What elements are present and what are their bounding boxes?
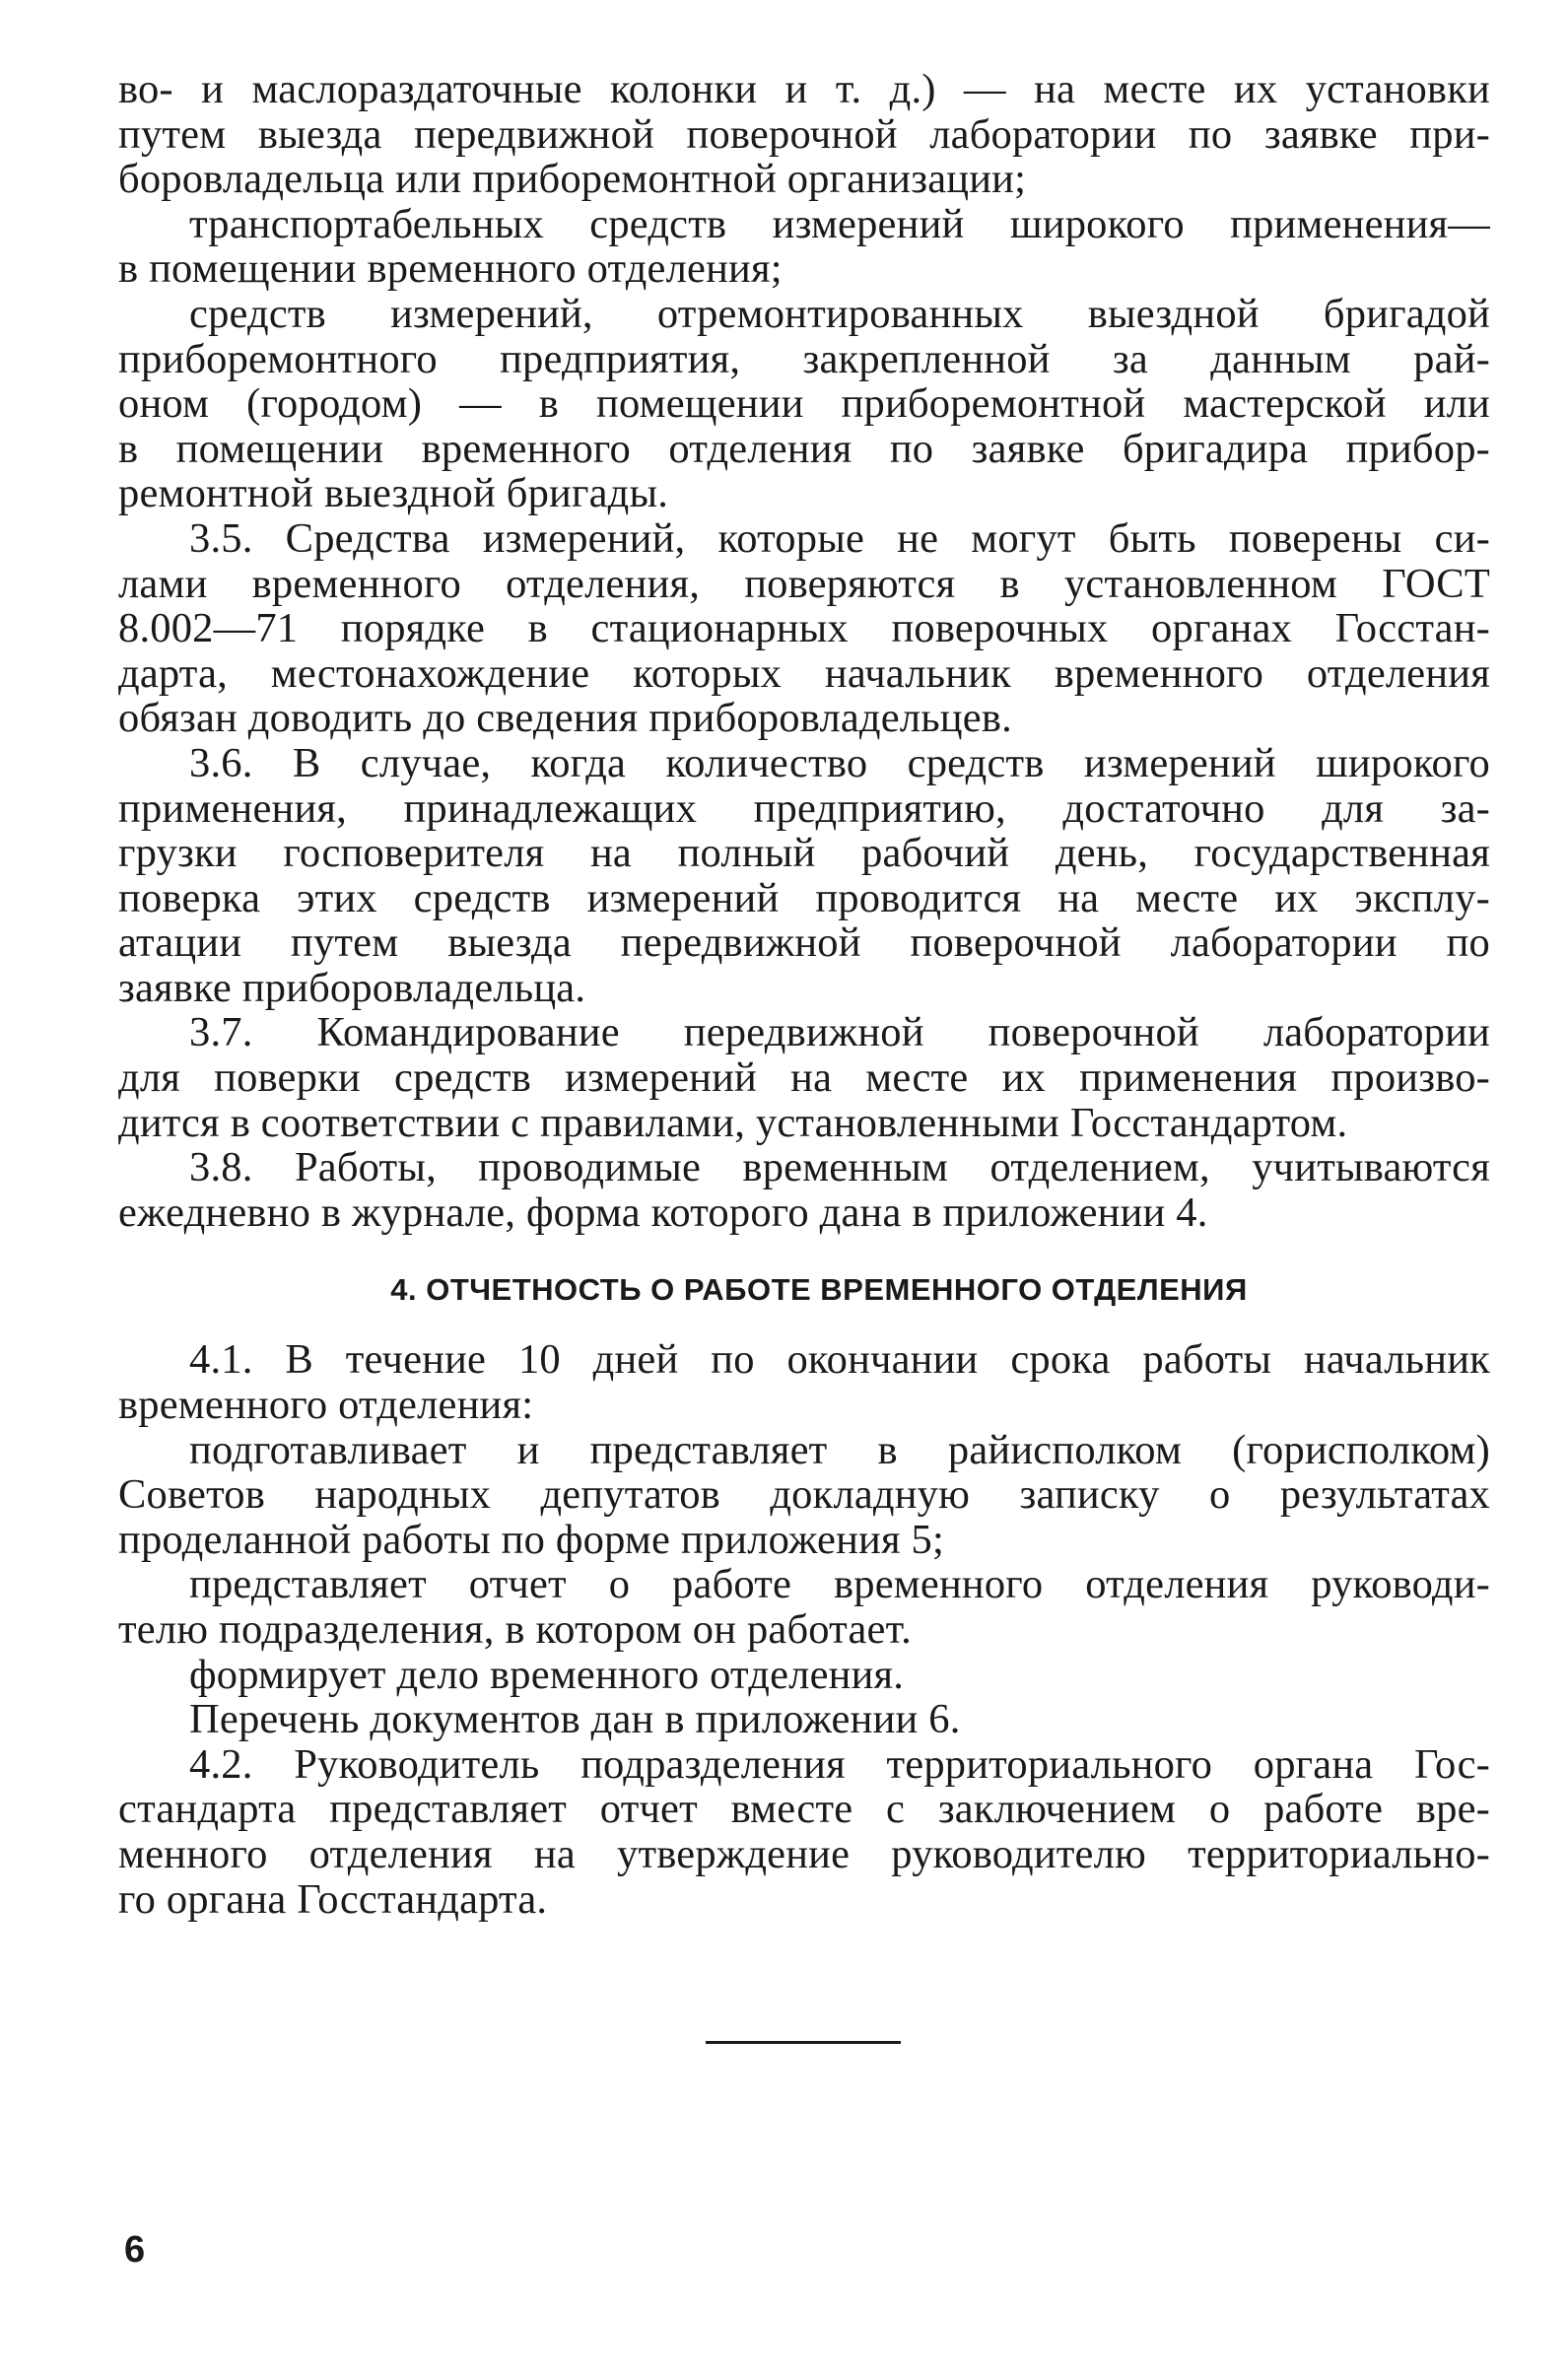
text-line: го органа Госстандарта. bbox=[118, 1875, 548, 1923]
text-line: Советов народных депутатов докладную записку о результатах bbox=[118, 1471, 1490, 1519]
paragraph bbox=[118, 1562, 1490, 1652]
document-page bbox=[118, 67, 1490, 1922]
paragraph bbox=[118, 741, 1490, 1011]
paragraph bbox=[118, 67, 1490, 202]
text-line: лами временного отделения, поверяются в установленном ГОСТ bbox=[118, 560, 1490, 607]
text-line: проделанной работы по форме приложения 5; bbox=[118, 1516, 944, 1563]
text-line: в помещении временного отделения; bbox=[118, 245, 783, 293]
paragraph bbox=[118, 1697, 1490, 1742]
text-line: ремонтной выездной бригады. bbox=[118, 470, 669, 517]
text-line: во- и маслораздаточные колонки и т. д.) — на месте их установки bbox=[118, 66, 1490, 112]
section-3-continuation bbox=[118, 67, 1490, 1235]
text-line: временного отделения: bbox=[118, 1382, 534, 1429]
text-line: дится в соответствии с правилами, установленными Госстандартом. bbox=[118, 1099, 1348, 1146]
paragraph bbox=[118, 1010, 1490, 1145]
text-line: 3.6. В случае, когда количество средств измерений широкого bbox=[189, 739, 1490, 786]
text-line: заявке приборовладельца. bbox=[118, 964, 586, 1011]
text-line: применения, принадлежащих предприятию, достаточно для за- bbox=[118, 784, 1490, 832]
text-line: формирует дело временного отделения. bbox=[189, 1651, 905, 1698]
text-line: грузки госповерителя на полный рабочий день, государственная bbox=[118, 830, 1490, 877]
text-line: подготавливает и представляет в райисполком (горисполком) bbox=[189, 1426, 1490, 1473]
text-line: 4.1. В течение 10 дней по окончании срока работы начальник bbox=[189, 1336, 1490, 1384]
paragraph bbox=[118, 1337, 1490, 1427]
text-line: в помещении временного отделения по заявке бригадира прибор- bbox=[118, 425, 1490, 472]
text-line: поверка этих средств измерений проводится на месте их эксплу- bbox=[118, 874, 1490, 921]
text-line: для поверки средств измерений на месте их применения произво- bbox=[118, 1054, 1490, 1102]
text-line: 3.7. Командирование передвижной поверочной лаборатории bbox=[189, 1009, 1490, 1056]
text-line: стандарта представляет отчет вместе с заключением о работе вре- bbox=[118, 1786, 1490, 1833]
text-line: транспортабельных средств измерений широкого применения— bbox=[189, 200, 1490, 247]
text-line: атации путем выезда передвижной поверочной лаборатории по bbox=[118, 919, 1490, 967]
text-line: приборемонтного предприятия, закрепленной за данным рай- bbox=[118, 335, 1490, 382]
text-line: дарта, местонахождение которых начальник временного отделения bbox=[118, 649, 1490, 697]
page-number: 6 bbox=[124, 2229, 146, 2271]
paragraph bbox=[118, 1428, 1490, 1563]
text-line: 8.002—71 порядке в стационарных поверочных органах Госстан- bbox=[118, 605, 1490, 652]
text-line: телю подразделения, в котором он работает. bbox=[118, 1606, 913, 1653]
section-heading: 4. ОТЧЕТНОСТЬ О РАБОТЕ ВРЕМЕННОГО ОТДЕЛЕНИЯ bbox=[390, 1272, 1248, 1308]
text-line: путем выезда передвижной поверочной лаборатории по заявке при- bbox=[118, 110, 1490, 158]
paragraph bbox=[118, 1145, 1490, 1235]
text-line: средств измерений, отремонтированных выездной бригадой bbox=[189, 290, 1490, 337]
text-line: менного отделения на утверждение руководителю территориально- bbox=[118, 1830, 1490, 1877]
section-4-body bbox=[118, 1337, 1490, 1922]
paragraph bbox=[118, 1653, 1490, 1698]
text-line: оном (городом) — в помещении приборемонтной мастерской или bbox=[118, 380, 1490, 428]
end-separator-rule bbox=[706, 2041, 901, 2044]
text-line: 3.5. Средства измерений, которые не могут быть поверены си- bbox=[189, 514, 1490, 562]
text-line: обязан доводить до сведения приборовладельцев. bbox=[118, 695, 1012, 742]
text-line: представляет отчет о работе временного отделения руководи- bbox=[189, 1561, 1490, 1608]
text-line: 3.8. Работы, проводимые временным отделением, учитываются bbox=[189, 1144, 1490, 1191]
text-line: боровладельца или приборемонтной организации; bbox=[118, 156, 1027, 203]
text-line: Перечень документов дан в приложении 6. bbox=[189, 1696, 961, 1743]
paragraph bbox=[118, 202, 1490, 292]
text-line: ежедневно в журнале, форма которого дана в приложении 4. bbox=[118, 1188, 1208, 1236]
paragraph bbox=[118, 516, 1490, 741]
paragraph bbox=[118, 292, 1490, 516]
paragraph bbox=[118, 1742, 1490, 1922]
text-line: 4.2. Руководитель подразделения территориального органа Гос- bbox=[189, 1740, 1490, 1788]
